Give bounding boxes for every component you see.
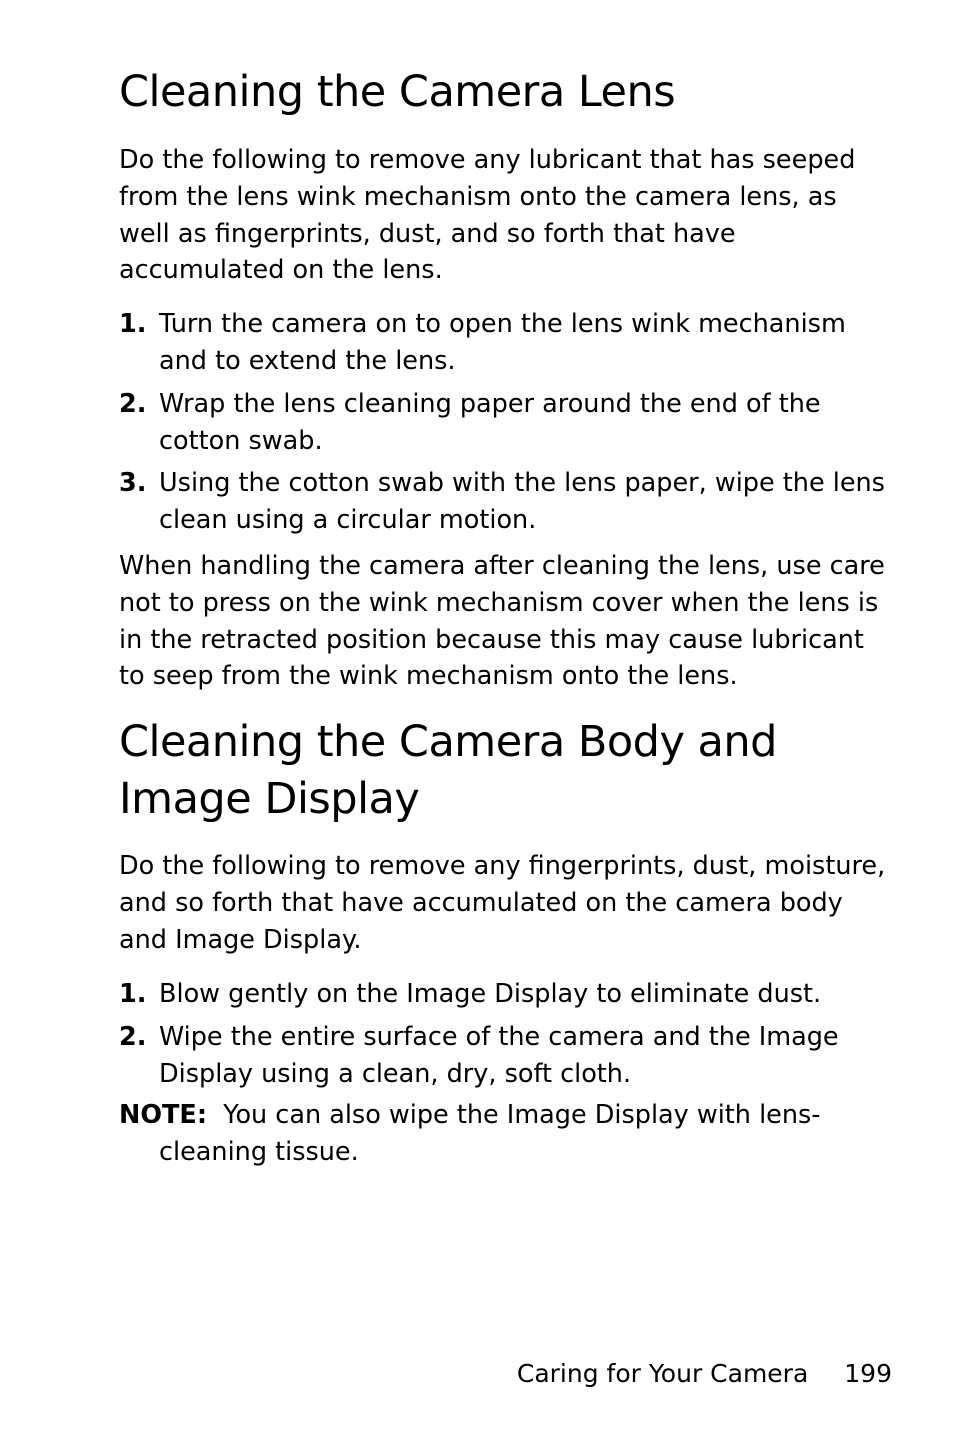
lens-intro-paragraph: Do the following to remove any lubricant that has seeped from the lens wink mechanism onto the camera lens, as well as fingerprints, dust, and so forth that have accumulated on the lens. bbox=[119, 145, 856, 286]
step-number: 1. bbox=[119, 309, 147, 339]
lens-step-1 bbox=[119, 306, 894, 380]
step-number: 3. bbox=[119, 468, 147, 498]
lens-closing-paragraph: When handling the camera after cleaning the lens, use care not to press on the wink mechanism cover when the lens is in the retracted position because this may cause lubricant to seep from the wink mechanism onto the lens. bbox=[119, 551, 885, 692]
step-number: 1. bbox=[119, 979, 147, 1009]
step-number: 2. bbox=[119, 389, 147, 419]
note-block bbox=[119, 1097, 894, 1171]
step-text: Turn the camera on to open the lens wink mechanism and to extend the lens. bbox=[159, 309, 846, 376]
step-text: Using the cotton swab with the lens paper, wipe the lens clean using a circular motion. bbox=[159, 468, 885, 535]
note-text: You can also wipe the Image Display with lens-cleaning tissue. bbox=[159, 1100, 821, 1167]
page-number: 199 bbox=[844, 1359, 892, 1388]
step-text: Blow gently on the Image Display to eliminate dust. bbox=[159, 979, 822, 1009]
section-heading-lens: Cleaning the Camera Lens bbox=[119, 67, 676, 117]
body-step-2 bbox=[119, 1019, 894, 1093]
step-text: Wipe the entire surface of the camera and the Image Display using a clean, dry, soft cloth. bbox=[159, 1022, 839, 1089]
lens-step-3 bbox=[119, 465, 894, 539]
step-text: Wrap the lens cleaning paper around the end of the cotton swab. bbox=[159, 389, 821, 456]
body-intro-paragraph: Do the following to remove any fingerprints, dust, moisture, and so forth that have accumulated on the camera body and Image Display. bbox=[119, 851, 886, 955]
page-footer bbox=[517, 1356, 892, 1392]
section-heading-body-display: Cleaning the Camera Body and Image Display bbox=[119, 717, 777, 824]
footer-chapter-title: Caring for Your Camera bbox=[516, 1359, 809, 1388]
note-label: NOTE: bbox=[119, 1100, 208, 1130]
step-number: 2. bbox=[119, 1022, 147, 1052]
lens-step-2 bbox=[119, 386, 894, 460]
body-step-1 bbox=[119, 976, 894, 1013]
